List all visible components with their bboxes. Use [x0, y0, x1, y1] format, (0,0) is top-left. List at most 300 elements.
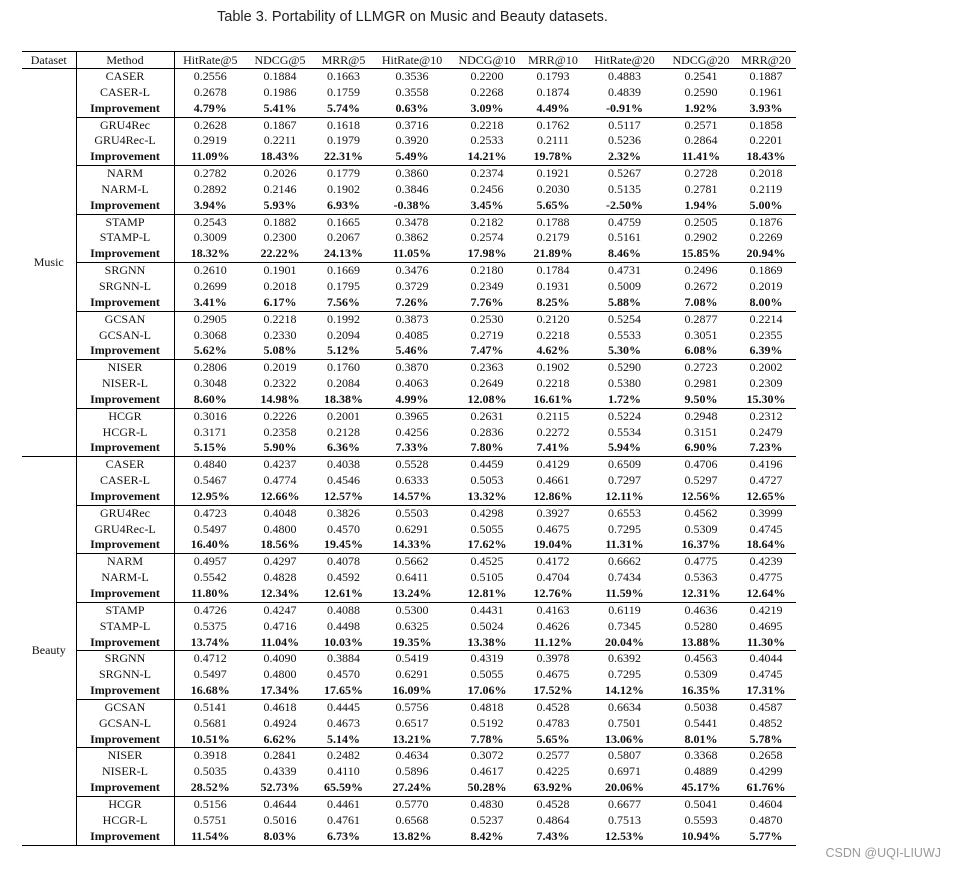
metric-cell: 0.4110	[327, 764, 360, 779]
metric-cell: 0.7295	[608, 667, 641, 682]
table-row	[22, 716, 796, 732]
metric-cell: 16.61%	[523, 392, 583, 408]
metric-cell: 0.4661	[536, 473, 570, 488]
metric-cell: 0.5016	[263, 812, 297, 827]
metric-cell: 0.4587	[749, 699, 783, 714]
metric-cell: 0.4695	[749, 618, 783, 633]
metric-cell: 0.4297	[263, 554, 297, 569]
metric-cell: 17.31%	[736, 683, 796, 699]
method-cell: GRU4Rec-L	[76, 522, 174, 538]
metric-cell: 7.56%	[314, 295, 373, 311]
metric-cell: 0.5041	[684, 796, 718, 811]
metric-cell: 0.4163	[536, 602, 570, 617]
table-row	[22, 619, 796, 635]
dataset-label: Beauty	[22, 457, 76, 845]
metric-cell: 0.5309	[684, 521, 718, 536]
metric-cell: 13.24%	[373, 586, 451, 602]
method-cell: NARM-L	[76, 182, 174, 198]
metric-cell: 0.2699	[193, 278, 227, 293]
metric-cell: 0.5280	[684, 618, 718, 633]
metric-cell: 5.30%	[583, 343, 666, 359]
metric-cell: 0.2180	[470, 263, 504, 278]
metric-cell: 0.1884	[263, 69, 297, 83]
metric-cell: 0.1921	[536, 166, 570, 181]
metric-cell: 0.6517	[395, 715, 429, 730]
metric-cell: 17.62%	[451, 537, 523, 553]
metric-cell: 11.04%	[246, 635, 314, 651]
metric-cell: 5.77%	[736, 829, 796, 845]
metric-cell: 0.4830	[470, 796, 504, 811]
metric-cell: 0.3016	[193, 408, 227, 423]
watermark: CSDN @UQI-LIUWJ	[825, 846, 941, 860]
metric-cell: 0.4636	[684, 602, 718, 617]
metric-cell: 0.1887	[749, 69, 783, 83]
table-row	[22, 602, 796, 618]
metric-cell: 11.31%	[583, 537, 666, 553]
metric-cell: 13.88%	[666, 635, 736, 651]
metric-cell: 0.3151	[684, 424, 718, 439]
metric-cell: 0.2628	[193, 117, 227, 132]
metric-cell: 0.3920	[395, 133, 429, 148]
method-cell: Improvement	[76, 829, 174, 845]
metric-cell: 16.09%	[373, 683, 451, 699]
header-row	[22, 52, 796, 69]
metric-cell: 0.3873	[395, 311, 429, 326]
metric-cell: 0.2218	[536, 376, 570, 391]
metric-cell: 7.41%	[523, 440, 583, 456]
improvement-row	[22, 683, 796, 699]
metric-cell: 0.4673	[327, 715, 360, 730]
metric-cell: 18.38%	[314, 392, 373, 408]
metric-cell: 6.17%	[246, 295, 314, 311]
metric-cell: 0.2678	[193, 84, 227, 99]
metric-cell: 27.24%	[373, 780, 451, 796]
metric-cell: 8.01%	[666, 732, 736, 748]
metric-cell: 11.12%	[523, 635, 583, 651]
method-cell: CASER	[76, 457, 174, 473]
method-cell: HCGR	[76, 796, 174, 812]
metric-cell: 0.2672	[684, 278, 718, 293]
metric-cell: 0.4339	[263, 764, 297, 779]
metric-cell: 0.4038	[327, 457, 360, 472]
metric-cell: 0.2781	[684, 181, 718, 196]
method-cell: Improvement	[76, 392, 174, 408]
metric-cell: 0.4883	[608, 69, 641, 83]
method-cell: NISER-L	[76, 764, 174, 780]
metric-cell: 61.76%	[736, 780, 796, 796]
metric-cell: 0.2128	[327, 424, 360, 439]
metric-cell: 0.3476	[395, 263, 429, 278]
method-cell: STAMP-L	[76, 230, 174, 246]
metric-cell: 5.49%	[373, 149, 451, 165]
metric-cell: 0.4044	[749, 651, 783, 666]
metric-cell: 5.41%	[246, 101, 314, 117]
metric-cell: 0.7295	[608, 521, 641, 536]
metric-cell: 20.94%	[736, 246, 796, 262]
metric-cell: 0.5297	[684, 473, 718, 488]
metric-cell: 0.1874	[536, 84, 570, 99]
metric-cell: 0.5363	[684, 570, 718, 585]
metric-cell: 0.4726	[193, 602, 227, 617]
metric-cell: 0.6119	[608, 602, 641, 617]
metric-cell: 0.4604	[749, 796, 783, 811]
metric-cell: 0.1663	[327, 69, 360, 83]
metric-cell: 0.5290	[608, 360, 641, 375]
method-cell: Improvement	[76, 440, 174, 456]
metric-cell: 0.6568	[395, 812, 429, 827]
metric-cell: 0.1759	[327, 84, 360, 99]
metric-cell: 0.2948	[684, 408, 718, 423]
metric-cell: 17.98%	[451, 246, 523, 262]
metric-cell: 0.4063	[395, 376, 429, 391]
metric-cell: 0.4219	[749, 602, 783, 617]
metric-cell: 0.1961	[749, 84, 783, 99]
metric-cell: 0.3884	[327, 651, 360, 666]
metric-cell: 0.2658	[749, 748, 783, 763]
table-row	[22, 425, 796, 441]
metric-cell: 0.4774	[263, 473, 297, 488]
metric-cell: 6.93%	[314, 198, 373, 214]
metric-cell: 3.93%	[736, 101, 796, 117]
method-cell: NISER-L	[76, 376, 174, 392]
table-row	[22, 311, 796, 327]
metric-cell: 12.64%	[736, 586, 796, 602]
metric-cell: 0.2120	[536, 311, 570, 326]
metric-cell: 0.5380	[608, 376, 641, 391]
metric-cell: 0.2300	[263, 230, 297, 245]
metric-cell: 0.4889	[684, 764, 718, 779]
method-cell: SRGNN-L	[76, 279, 174, 295]
metric-cell: 12.11%	[583, 489, 666, 505]
metric-cell: 0.1876	[749, 214, 783, 229]
metric-cell: 3.09%	[451, 101, 523, 117]
table-row	[22, 473, 796, 489]
metric-cell: 0.5681	[193, 715, 227, 730]
metric-cell: 0.4840	[193, 457, 227, 472]
table-row	[22, 376, 796, 392]
metric-cell: 63.92%	[523, 780, 583, 796]
metric-cell: 0.6677	[608, 796, 641, 811]
metric-cell: 0.5751	[193, 812, 227, 827]
metric-cell: 0.2543	[193, 214, 227, 229]
metric-cell: 3.94%	[174, 198, 246, 214]
improvement-row	[22, 440, 796, 456]
metric-cell: 0.4723	[193, 505, 227, 520]
table-row	[22, 764, 796, 780]
method-cell: GCSAN	[76, 699, 174, 715]
metric-cell: 14.33%	[373, 537, 451, 553]
metric-cell: 0.2226	[263, 408, 297, 423]
metric-cell: 12.95%	[174, 489, 246, 505]
metric-cell: 0.2094	[327, 327, 360, 342]
table-row	[22, 748, 796, 764]
metric-cell: 0.5441	[684, 715, 718, 730]
metric-cell: 0.2456	[470, 181, 504, 196]
metric-cell: 0.6411	[395, 570, 429, 585]
metric-cell: -0.38%	[373, 198, 451, 214]
metric-cell: 0.3846	[395, 181, 429, 196]
metric-cell: 11.59%	[583, 586, 666, 602]
metric-cell: 0.3478	[395, 214, 429, 229]
metric-cell: 6.36%	[314, 440, 373, 456]
improvement-row	[22, 149, 796, 165]
metric-cell: 0.3068	[193, 327, 227, 342]
metric-cell: 5.78%	[736, 732, 796, 748]
metric-cell: 0.5497	[193, 667, 227, 682]
metric-cell: 0.2349	[470, 278, 504, 293]
metric-cell: 0.5236	[608, 133, 641, 148]
metric-cell: 6.08%	[666, 343, 736, 359]
table-row	[22, 117, 796, 133]
metric-cell: 18.56%	[246, 537, 314, 553]
metric-cell: 0.4775	[749, 570, 783, 585]
metric-cell: 21.89%	[523, 246, 583, 262]
metric-cell: 18.43%	[246, 149, 314, 165]
metric-cell: 0.5533	[608, 327, 641, 342]
metric-cell: 0.5038	[684, 699, 718, 714]
metric-cell: 0.5156	[193, 796, 227, 811]
metric-cell: 12.66%	[246, 489, 314, 505]
metric-cell: 18.32%	[174, 246, 246, 262]
metric-cell: 0.4431	[470, 602, 504, 617]
metric-cell: 12.34%	[246, 586, 314, 602]
metric-cell: 0.4498	[327, 618, 360, 633]
metric-cell: 0.3729	[395, 278, 429, 293]
metric-cell: 0.5497	[193, 521, 227, 536]
method-cell: Improvement	[76, 149, 174, 165]
results-table	[22, 51, 796, 846]
metric-cell: 0.2556	[193, 69, 227, 83]
metric-cell: 19.35%	[373, 635, 451, 651]
metric-cell: 0.3862	[395, 230, 429, 245]
metric-cell: 0.2723	[684, 360, 718, 375]
metric-cell: 0.4704	[536, 570, 570, 585]
metric-cell: 0.4644	[263, 796, 297, 811]
metric-cell: 0.4800	[263, 667, 297, 682]
metric-cell: 17.34%	[246, 683, 314, 699]
method-cell: Improvement	[76, 343, 174, 359]
metric-cell: 4.62%	[523, 343, 583, 359]
metric-cell: 0.4618	[263, 699, 297, 714]
metric-cell: 0.2841	[263, 748, 297, 763]
metric-cell: 0.5135	[608, 181, 641, 196]
method-cell: GRU4Rec-L	[76, 133, 174, 149]
column-header: HitRate@20	[583, 52, 666, 69]
metric-cell: 12.31%	[666, 586, 736, 602]
improvement-row	[22, 537, 796, 553]
table-row	[22, 360, 796, 376]
table-row	[22, 328, 796, 344]
metric-cell: 0.5542	[193, 570, 227, 585]
metric-cell: 0.3965	[395, 408, 429, 423]
metric-cell: 0.5375	[193, 618, 227, 633]
metric-cell: 0.3368	[684, 748, 718, 763]
metric-cell: 0.5267	[608, 166, 641, 181]
improvement-row	[22, 780, 796, 796]
metric-cell: 50.28%	[451, 780, 523, 796]
metric-cell: 10.03%	[314, 635, 373, 651]
metric-cell: 0.1760	[327, 360, 360, 375]
metric-cell: 0.4546	[327, 473, 360, 488]
metric-cell: 0.2590	[684, 84, 718, 99]
metric-cell: 0.1669	[327, 263, 360, 278]
metric-cell: 0.5237	[470, 812, 504, 827]
improvement-row	[22, 489, 796, 505]
metric-cell: 8.60%	[174, 392, 246, 408]
metric-cell: 0.5009	[608, 278, 641, 293]
metric-cell: 14.98%	[246, 392, 314, 408]
metric-cell: 0.1902	[327, 181, 360, 196]
metric-cell: 12.81%	[451, 586, 523, 602]
table-row	[22, 570, 796, 586]
metric-cell: 11.30%	[736, 635, 796, 651]
metric-cell: 0.2905	[193, 311, 227, 326]
metric-cell: 0.3171	[193, 424, 227, 439]
metric-cell: 0.2179	[536, 230, 570, 245]
metric-cell: 22.22%	[246, 246, 314, 262]
method-cell: CASER	[76, 69, 174, 85]
metric-cell: 0.1902	[536, 360, 570, 375]
metric-cell: 0.2019	[263, 360, 297, 375]
column-header: MRR@10	[523, 52, 583, 69]
metric-cell: 2.32%	[583, 149, 666, 165]
metric-cell: 8.03%	[246, 829, 314, 845]
metric-cell: 5.14%	[314, 732, 373, 748]
metric-cell: 0.4617	[470, 764, 504, 779]
metric-cell: 0.4626	[536, 618, 570, 633]
metric-cell: 0.4528	[536, 796, 570, 811]
metric-cell: 0.3558	[395, 84, 429, 99]
column-header: Dataset	[22, 52, 76, 69]
metric-cell: 0.4570	[327, 521, 360, 536]
metric-cell: 0.4852	[749, 715, 783, 730]
metric-cell: 0.2067	[327, 230, 360, 245]
metric-cell: 7.47%	[451, 343, 523, 359]
metric-cell: 0.2610	[193, 263, 227, 278]
metric-cell: 11.05%	[373, 246, 451, 262]
metric-cell: 0.6291	[395, 521, 429, 536]
metric-cell: 0.4675	[536, 667, 570, 682]
table-row	[22, 699, 796, 715]
metric-cell: 5.74%	[314, 101, 373, 117]
metric-cell: 19.45%	[314, 537, 373, 553]
metric-cell: 0.2001	[327, 408, 360, 423]
method-cell: Improvement	[76, 537, 174, 553]
metric-cell: 0.3048	[193, 376, 227, 391]
table-row	[22, 522, 796, 538]
metric-cell: 0.5141	[193, 699, 227, 714]
metric-cell: 0.2272	[536, 424, 570, 439]
metric-cell: 0.2268	[470, 84, 504, 99]
metric-cell: 0.4256	[395, 424, 429, 439]
metric-cell: 0.2330	[263, 327, 297, 342]
metric-cell: 7.78%	[451, 732, 523, 748]
metric-cell: 0.3999	[749, 505, 783, 520]
metric-cell: 0.6333	[395, 473, 429, 488]
metric-cell: 0.6509	[608, 457, 641, 472]
metric-cell: 13.21%	[373, 732, 451, 748]
metric-cell: 12.86%	[523, 489, 583, 505]
method-cell: Improvement	[76, 101, 174, 117]
method-cell: GCSAN-L	[76, 716, 174, 732]
metric-cell: 0.2981	[684, 376, 718, 391]
metric-cell: 5.08%	[246, 343, 314, 359]
metric-cell: 0.2479	[749, 424, 783, 439]
metric-cell: 0.2312	[749, 408, 783, 423]
metric-cell: 0.3826	[327, 505, 360, 520]
metric-cell: 0.1986	[263, 84, 297, 99]
metric-cell: 3.41%	[174, 295, 246, 311]
metric-cell: 1.72%	[583, 392, 666, 408]
metric-cell: 0.5770	[395, 796, 429, 811]
method-cell: CASER-L	[76, 85, 174, 101]
table-row	[22, 457, 796, 473]
method-cell: NARM	[76, 166, 174, 182]
metric-cell: 16.68%	[174, 683, 246, 699]
metric-cell: 0.5756	[395, 699, 429, 714]
metric-cell: 0.3927	[536, 505, 570, 520]
metric-cell: 0.6553	[608, 505, 641, 520]
metric-cell: 52.73%	[246, 780, 314, 796]
metric-cell: 7.23%	[736, 440, 796, 456]
metric-cell: 18.64%	[736, 537, 796, 553]
metric-cell: 13.32%	[451, 489, 523, 505]
metric-cell: 0.2211	[263, 133, 297, 148]
metric-cell: 0.2577	[536, 748, 570, 763]
metric-cell: 4.79%	[174, 101, 246, 117]
metric-cell: 0.2002	[749, 360, 783, 375]
metric-cell: 0.4563	[684, 651, 718, 666]
column-header: Method	[76, 52, 174, 69]
method-cell: HCGR-L	[76, 425, 174, 441]
metric-cell: 5.12%	[314, 343, 373, 359]
metric-cell: 0.3536	[395, 69, 429, 83]
metric-cell: 0.2115	[536, 408, 570, 423]
table-row	[22, 263, 796, 279]
metric-cell: 0.4461	[327, 796, 360, 811]
metric-cell: 0.4924	[263, 715, 297, 730]
metric-cell: 7.80%	[451, 440, 523, 456]
metric-cell: 0.4525	[470, 554, 504, 569]
metric-cell: 7.76%	[451, 295, 523, 311]
metric-cell: 0.2182	[470, 214, 504, 229]
metric-cell: 0.1901	[263, 263, 297, 278]
metric-cell: 0.5503	[395, 505, 429, 520]
metric-cell: 1.92%	[666, 101, 736, 117]
metric-cell: 0.4048	[263, 505, 297, 520]
metric-cell: 0.3978	[536, 651, 570, 666]
metric-cell: 0.6291	[395, 667, 429, 682]
metric-cell: 0.4712	[193, 651, 227, 666]
metric-cell: 8.25%	[523, 295, 583, 311]
metric-cell: 0.1779	[327, 166, 360, 181]
metric-cell: 0.2018	[749, 166, 783, 181]
metric-cell: 0.4759	[608, 214, 641, 229]
column-header: NDCG@5	[246, 52, 314, 69]
method-cell: STAMP-L	[76, 619, 174, 635]
table-row	[22, 554, 796, 570]
metric-cell: 5.00%	[736, 198, 796, 214]
table-row	[22, 505, 796, 521]
metric-cell: 0.7434	[608, 570, 641, 585]
metric-cell: 0.1867	[263, 117, 297, 132]
improvement-row	[22, 392, 796, 408]
metric-cell: 0.4870	[749, 812, 783, 827]
metric-cell: 0.4731	[608, 263, 641, 278]
metric-cell: 5.62%	[174, 343, 246, 359]
metric-cell: 0.2084	[327, 376, 360, 391]
metric-cell: 0.63%	[373, 101, 451, 117]
